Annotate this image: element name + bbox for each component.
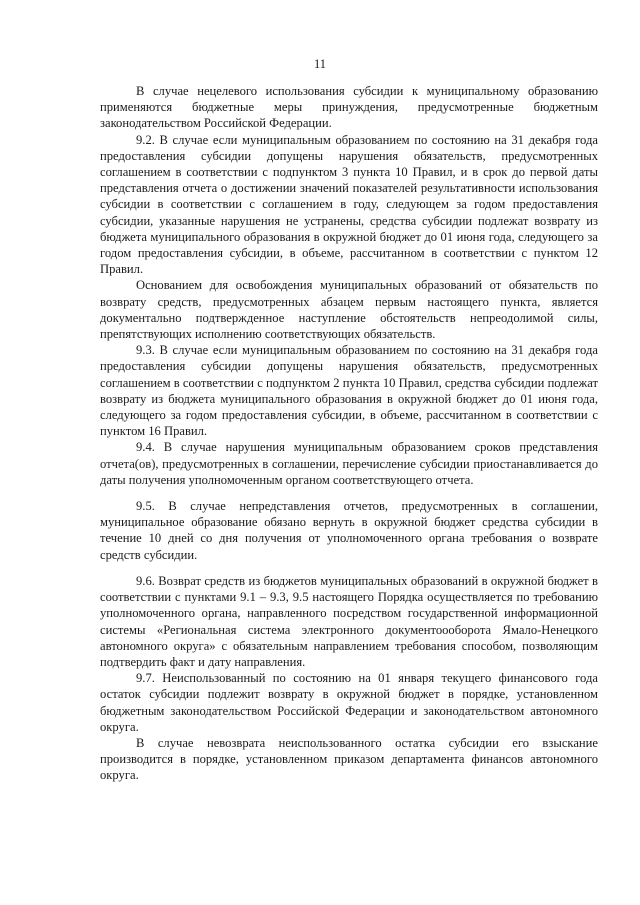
paragraph-9-6: 9.6. Возврат средств из бюджетов муниципальных образований в окружной бюджет в соответствии с пунктами 9.1 – 9.3, 9.5 настоящего Порядка осуществляется по требованию уполномоченного органа, направленного посредством государственной информационной системы «Региональная система электронного документоооборота Ямало-Ненецкого автономного округа» с обязательным направлением требования способом, позволяющим подтвердить факт и дату направления. xyxy=(100,573,598,669)
document-body xyxy=(100,83,598,784)
page-number: 11 xyxy=(313,57,327,71)
paragraph-9-4: 9.4. В случае нарушения муниципальным образованием сроков представления отчета(ов), предусмотренных в соглашении, перечисление субсидии приостанавливается до даты получения уполномоченным органом соответствующего отчета. xyxy=(100,440,598,487)
paragraph-9-3: 9.3. В случае если муниципальным образованием по состоянию на 31 декабря года предоставления субсидии допущены нарушения обязательств, предусмотренных соглашением в соответствии с подпунктом 2 пункта 10 Правил, средства субсидии подлежат возврату из бюджета муниципального образования в окружной бюджет до 01 июня года, следующего за годом предоставления субсидии, в объеме, рассчитанном в соответствии с пунктом 16 Правил. xyxy=(100,343,598,439)
paragraph-9-2: 9.2. В случае если муниципальным образованием по состоянию на 31 декабря года предоставления субсидии допущены нарушения обязательств, предусмотренных соглашением в соответствии с подпунктом 3 пункта 10 Правил, и в срок до первой даты представления отчета о достижении значений показателей результативности использования субсидии в соответствии с соглашением в году, следующем за годом предоставления субсидии, указанные нарушения не устранены, средства субсидии подлежат возврату из бюджета муниципального образования в окружной бюджет до 01 июня года, следующего за годом предоставления субсидии, в объеме, рассчитанном в соответствии с пунктом 12 Правил. xyxy=(100,132,598,277)
paragraph-9-5: 9.5. В случае непредставления отчетов, предусмотренных в соглашении, муниципальное образование обязано вернуть в окружной бюджет средства субсидии в течение 10 дней со дня получения от уполномоченного органа требования о возврате средств субсидии. xyxy=(100,499,598,562)
paragraph-misuse-measures: В случае нецелевого использования субсидии к муниципальному образованию применяются бюджетные меры принуждения, предусмотренные бюджетным законодательством Российской Федерации. xyxy=(100,84,598,131)
paragraph-non-return: В случае невозврата неиспользованного остатка субсидии его взыскание производится в порядке, установленном приказом департамента финансов автономного округа. xyxy=(100,735,598,783)
paragraph-9-7: 9.7. Неиспользованный по состоянию на 01 января текущего финансового года остаток субсидии подлежит возврату в окружной бюджет в порядке, установленном бюджетным законодательством Российской Федерации и законодательством автономного округа. xyxy=(100,671,598,734)
paragraph-force-majeure: Основанием для освобождения муниципальных образований от обязательств по возврату средств, предусмотренных абзацем первым настоящего пункта, является документально подтвержденное наступление обстоятельств непреодолимой силы, препятствующих исполнению соответствующих обязательств. xyxy=(100,278,598,342)
